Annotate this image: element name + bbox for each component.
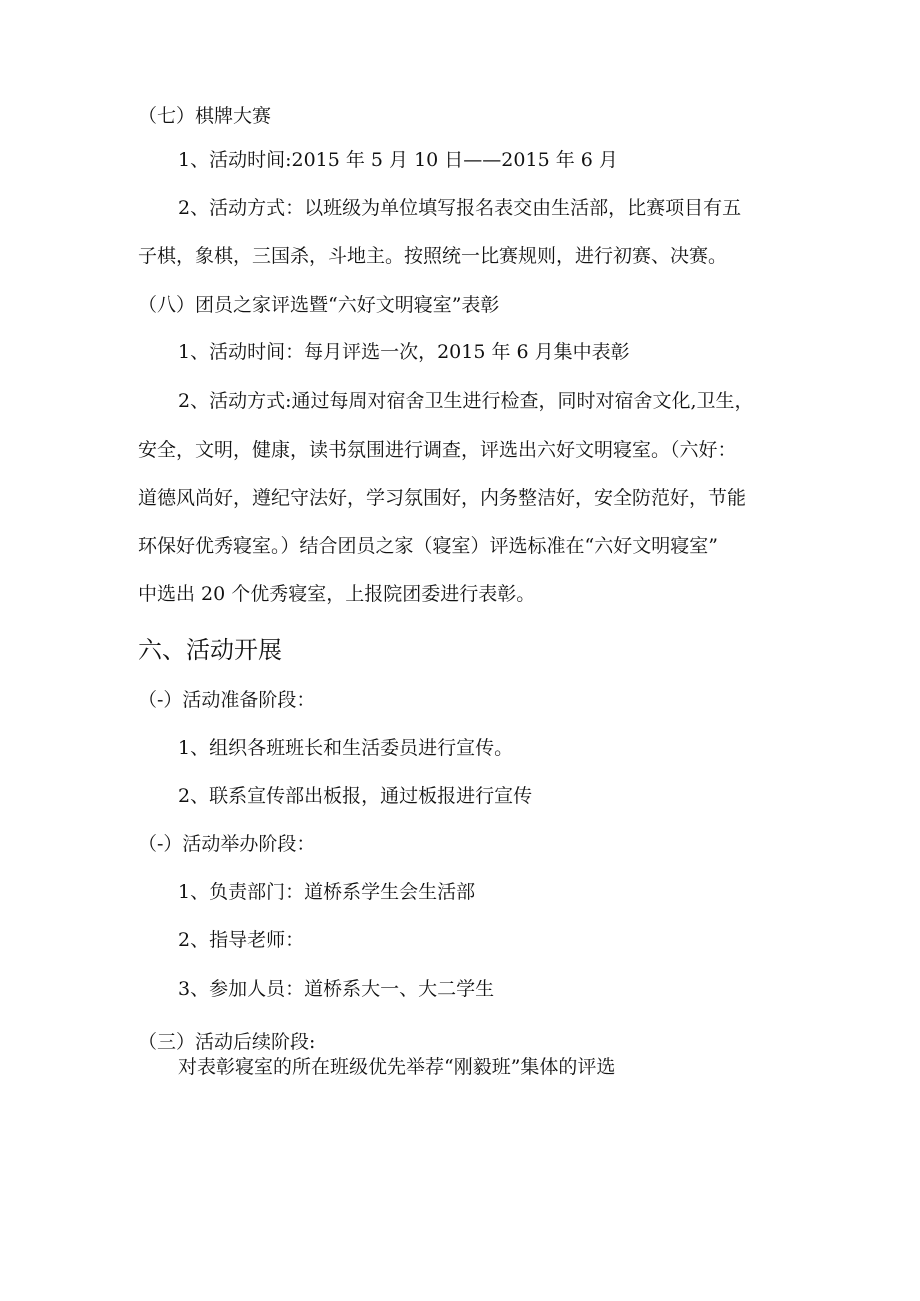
follow-item1: 对表彰寝室的所在班级优先举荐“刚毅班”集体的评选 [178,1056,616,1078]
sec8-item2-line4: 环保好优秀寝室。）结合团员之家（寝室）评选标准在“六好文明寝室” [138,535,718,557]
prep-item1: 1、组织各班班长和生活委员进行宣传。 [178,737,514,759]
hold-heading: （-）活动举办阶段： [138,833,316,855]
prep-item2: 2、联系宣传部出板报，通过板报进行宣传 [178,785,533,807]
prep-heading: （-）活动准备阶段： [138,689,316,711]
sec8-item2-line3: 道德风尚好，遵纪守法好，学习氛围好，内务整洁好，安全防范好，节能 [138,487,747,509]
hold-item1: 1、负责部门：道桥系学生会生活部 [178,881,476,903]
sec8-item2-line2: 安全，文明，健康，读书氛围进行调查，评选出六好文明寝室。（六好： [138,439,737,461]
sec7-item2-line2: 子棋，象棋，三国杀，斗地主。按照统一比赛规则，进行初赛、决赛。 [138,245,728,267]
hold-item3: 3、参加人员：道桥系大一、大二学生 [178,978,495,1000]
sec8-item1: 1、活动时间：每月评选一次，2015 年 6 月集中表彰 [178,341,630,363]
sec7-heading: （七）棋牌大赛 [138,105,272,127]
sec8-heading: （八）团员之家评选暨“六好文明寝室”表彰 [138,294,500,316]
sec7-item2-line1: 2、活动方式：以班级为单位填写报名表交由生活部，比赛项目有五 [178,197,742,219]
section6-heading: 六、活动开展 [138,636,282,664]
sec7-item1: 1、活动时间:2015 年 5 月 10 日——2015 年 6 月 [178,149,618,171]
sec8-item2-line1: 2、活动方式:通过每周对宿舍卫生进行检查，同时对宿舍文化,卫生， [178,390,754,412]
follow-heading: （三）活动后续阶段: [138,1031,316,1053]
sec8-item2-line5: 中选出 20 个优秀寝室，上报院团委进行表彰。 [138,583,536,605]
hold-item2: 2、指导老师： [178,929,305,951]
